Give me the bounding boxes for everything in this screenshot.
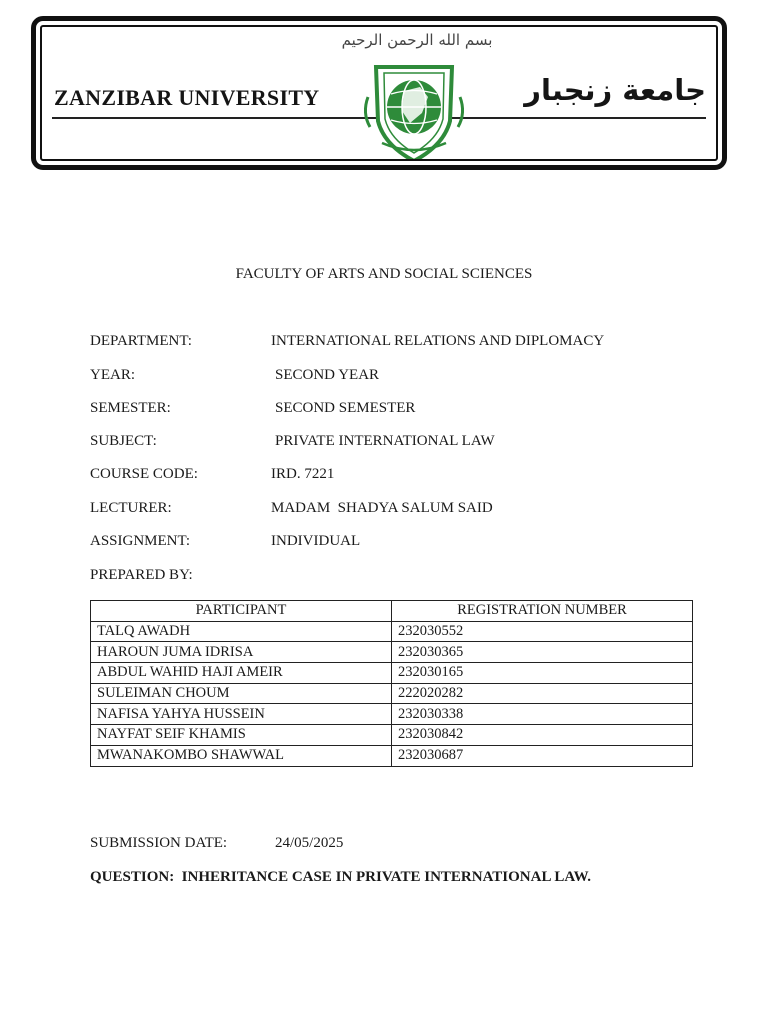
department-label: DEPARTMENT: (90, 333, 192, 349)
lecturer-value: MADAM SHADYA SALUM SAID (271, 500, 493, 516)
semester-value: SECOND SEMESTER (275, 400, 416, 416)
assignment-value: INDIVIDUAL (271, 533, 361, 549)
participant-name: HAROUN JUMA IDRISA (91, 642, 392, 663)
prepared-by-label: PREPARED BY: (90, 567, 193, 583)
faculty-heading: FACULTY OF ARTS AND SOCIAL SCIENCES (235, 266, 533, 282)
participant-name: ABDUL WAHID HAJI AMEIR (91, 663, 392, 684)
table-row (91, 704, 693, 725)
year-value: SECOND YEAR (275, 367, 380, 383)
registration-number: 232030338 (392, 704, 693, 725)
participant-name: MWANAKOMBO SHAWWAL (91, 745, 392, 766)
table-row (91, 642, 693, 663)
registration-number: 232030365 (392, 642, 693, 663)
university-name-arabic: جامعة زنجبار (524, 73, 706, 107)
participant-name: SULEIMAN CHOUM (91, 683, 392, 704)
subject-label: SUBJECT: (90, 433, 157, 449)
year-label: YEAR: (90, 367, 135, 383)
registration-number-column-header: REGISTRATION NUMBER (392, 601, 693, 622)
table-row (91, 621, 693, 642)
table-row (91, 745, 693, 766)
assignment-label: ASSIGNMENT: (90, 533, 191, 549)
participant-name: NAFISA YAHYA HUSSEIN (91, 704, 392, 725)
registration-number: 232030842 (392, 725, 693, 746)
course-code-value: IRD. 7221 (271, 466, 335, 482)
table-row (91, 683, 693, 704)
registration-number: 232030165 (392, 663, 693, 684)
participant-name: NAYFAT SEIF KHAMIS (91, 725, 392, 746)
table-row (91, 725, 693, 746)
submission-date-label: SUBMISSION DATE: (90, 835, 228, 851)
registration-number: 222020282 (392, 683, 693, 704)
table-row (91, 663, 693, 684)
assignment-question: QUESTION: INHERITANCE CASE IN PRIVATE INTERNATIONAL LAW. (90, 869, 591, 885)
university-banner (31, 16, 727, 170)
lecturer-label: LECTURER: (90, 500, 172, 516)
university-crest-logo (358, 57, 470, 161)
department-value: INTERNATIONAL RELATIONS AND DIPLOMACY (271, 333, 605, 349)
submission-date-value: 24/05/2025 (275, 835, 344, 851)
participant-name: TALQ AWADH (91, 621, 392, 642)
registration-number: 232030687 (392, 745, 693, 766)
table-header-row (91, 601, 693, 622)
semester-label: SEMESTER: (90, 400, 171, 416)
participant-column-header: PARTICIPANT (91, 601, 392, 622)
subject-value: PRIVATE INTERNATIONAL LAW (275, 433, 495, 449)
course-code-label: COURSE CODE: (90, 466, 198, 482)
bismillah-calligraphy: بسم الله الرحمن الرحيم (341, 31, 493, 49)
banner-inner-frame (40, 25, 718, 161)
registration-number: 232030552 (392, 621, 693, 642)
university-name-english: ZANZIBAR UNIVERSITY (54, 85, 320, 110)
submission-date-field (90, 835, 344, 852)
participants-table (90, 600, 693, 767)
